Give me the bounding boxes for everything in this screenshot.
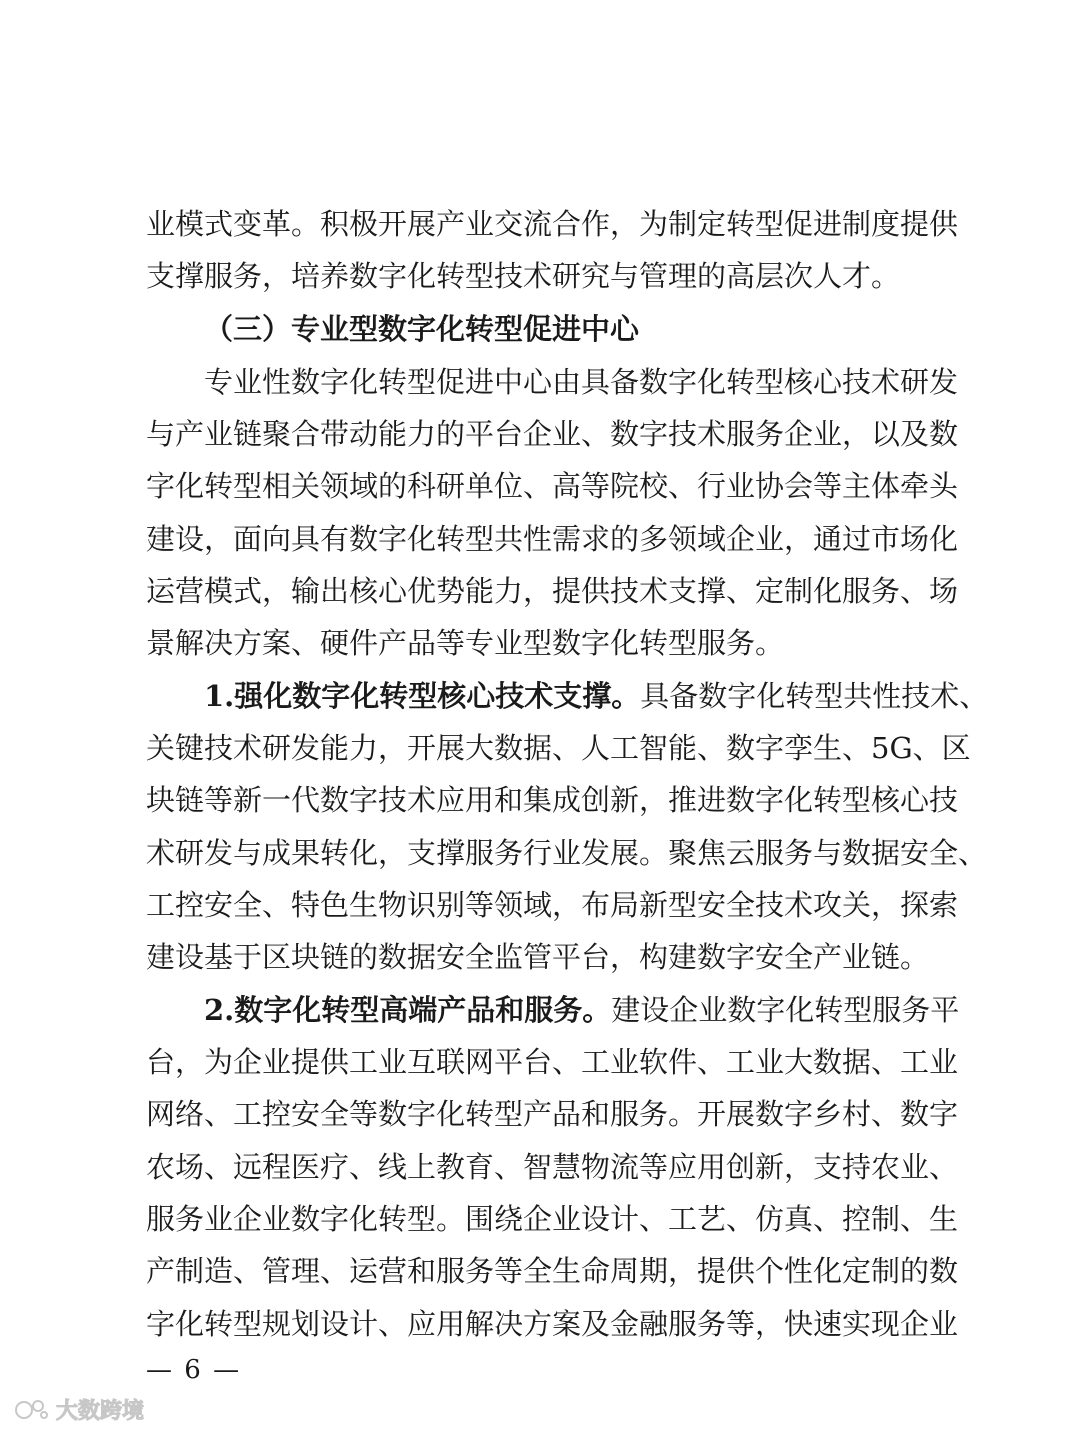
- paragraph-line: 块链等新一代数字技术应用和集成创新，推进数字化转型核心技: [146, 783, 959, 817]
- item-1-title: 1.强化数字化转型核心技术支撑。: [204, 679, 641, 713]
- paragraph-line: 字化转型规划设计、应用解决方案及金融服务等，快速实现企业: [146, 1307, 959, 1341]
- brand-logo-icon: [14, 1397, 50, 1423]
- paragraph-line: 专业性数字化转型促进中心由具备数字化转型核心技术研发: [204, 365, 959, 399]
- paragraph-line: 建设，面向具有数字化转型共性需求的多领域企业，通过市场化: [146, 522, 959, 556]
- section-heading: （三）专业型数字化转型促进中心: [204, 312, 640, 346]
- paragraph-line: 字化转型相关领域的科研单位、高等院校、行业协会等主体牵头: [146, 469, 959, 503]
- paragraph-line: 农场、远程医疗、线上教育、智慧物流等应用创新，支持农业、: [146, 1150, 959, 1184]
- item-2-text: 建设企业数字化转型服务平: [611, 993, 960, 1027]
- body-line: 业模式变革。积极开展产业交流合作，为制定转型促进制度提供: [146, 207, 959, 241]
- paragraph-line: 运营模式，输出核心优势能力，提供技术支撑、定制化服务、场: [146, 574, 959, 608]
- paragraph-line: 产制造、管理、运营和服务等全生命周期，提供个性化定制的数: [146, 1254, 959, 1288]
- paragraph-line: 关键技术研发能力，开展大数据、人工智能、数字孪生、5G、区: [146, 731, 971, 765]
- paragraph-line: 术研发与成果转化，支撑服务行业发展。聚焦云服务与数据安全、: [146, 836, 988, 870]
- paragraph-line: 台，为企业提供工业互联网平台、工业软件、工业大数据、工业: [146, 1045, 959, 1079]
- body-line: 支撑服务，培养数字化转型技术研究与管理的高层次人才。: [146, 259, 901, 293]
- item-1-text: 具备数字化转型共性技术、: [640, 679, 989, 713]
- page-number: — 6 —: [146, 1355, 242, 1385]
- paragraph-line: 网络、工控安全等数字化转型产品和服务。开展数字乡村、数字: [146, 1097, 959, 1131]
- item-2-first-line: [204, 993, 960, 1027]
- paragraph-line: 建设基于区块链的数据安全监管平台，构建数字安全产业链。: [146, 940, 930, 974]
- item-2-title: 2.数字化转型高端产品和服务。: [204, 993, 612, 1027]
- paragraph-line: 景解决方案、硬件产品等专业型数字化转型服务。: [146, 626, 785, 660]
- paragraph-line: 工控安全、特色生物识别等领域，布局新型安全技术攻关，探索: [146, 888, 959, 922]
- item-1-first-line: [204, 679, 989, 713]
- watermark-text: 大数跨境: [56, 1399, 145, 1424]
- watermark: [14, 1394, 144, 1425]
- paragraph-line: 与产业链聚合带动能力的平台企业、数字技术服务企业，以及数: [146, 417, 959, 451]
- paragraph-line: 服务业企业数字化转型。围绕企业设计、工艺、仿真、控制、生: [146, 1202, 959, 1236]
